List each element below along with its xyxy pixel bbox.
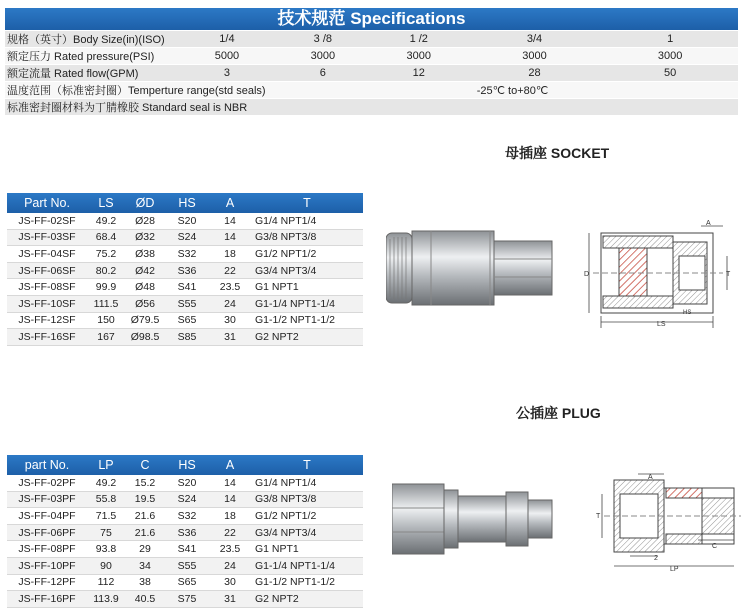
socket-table-cell: Ø28 [125,213,165,229]
socket-table [7,193,363,346]
socket-table-cell: 49.2 [87,213,125,229]
plug-table-cell: JS-FF-10PF [7,557,87,574]
spec-row-temperature [5,82,738,99]
socket-column-header: T [251,193,363,213]
plug-table-cell: S20 [165,475,209,491]
plug-table-row [7,591,363,608]
plug-column-header: T [251,455,363,475]
plug-table-cell: 21.6 [125,524,165,541]
socket-table-cell: JS-FF-02SF [7,213,87,229]
plug-table-row [7,475,363,491]
socket-table-cell: JS-FF-10SF [7,295,87,312]
plug-table-cell: 38 [125,574,165,591]
socket-table-cell: JS-FF-06SF [7,262,87,279]
plug-table-row [7,574,363,591]
plug-table-cell: 15.2 [125,475,165,491]
spec-value: 28 [467,65,603,82]
socket-table-cell: JS-FF-04SF [7,246,87,263]
plug-table-cell: S75 [165,591,209,608]
socket-table-cell: 111.5 [87,295,125,312]
plug-table-cell: S24 [165,491,209,508]
socket-table-cell: 30 [209,312,251,329]
socket-table-row [7,213,363,229]
spec-value: 6 [275,65,371,82]
socket-column-header: LS [87,193,125,213]
socket-drawing-hs: HS [683,310,692,316]
socket-title: 母插座 SOCKET [505,145,610,161]
socket-table-cell: 75.2 [87,246,125,263]
spec-value: 3 /8 [275,31,371,48]
plug-table-cell: 14 [209,475,251,491]
plug-table-cell: 55.8 [87,491,125,508]
plug-column-header: C [125,455,165,475]
socket-table-row [7,229,363,246]
socket-drawing-t: T [726,271,731,278]
plug-table-row [7,541,363,558]
plug-table-row [7,491,363,508]
plug-table-cell: S65 [165,574,209,591]
socket-table-cell: Ø48 [125,279,165,296]
plug-table-cell: 29 [125,541,165,558]
plug-table-cell: G1-1/2 NPT1-1/2 [251,574,363,591]
plug-drawing-c: C [712,543,718,550]
spec-value: 1 /2 [371,31,467,48]
plug-table-row [7,524,363,541]
spec-row [5,65,738,82]
spec-value: 1 [602,31,738,48]
socket-drawing [583,218,733,333]
temperature-value: -25℃ to+80℃ [467,82,738,99]
socket-table-cell: G1 NPT1 [251,279,363,296]
socket-table-cell: JS-FF-16SF [7,329,87,346]
socket-table-cell: Ø38 [125,246,165,263]
plug-table-cell: JS-FF-16PF [7,591,87,608]
socket-table-cell: S85 [165,329,209,346]
socket-table-cell: S41 [165,279,209,296]
plug-table-cell: 93.8 [87,541,125,558]
banner-title: 技术规范 Specifications [277,9,466,28]
plug-table-cell: 49.2 [87,475,125,491]
specifications-table [5,31,738,116]
plug-column-header: LP [87,455,125,475]
spec-value: 3000 [275,48,371,65]
spec-row [5,48,738,65]
socket-column-header: HS [165,193,209,213]
socket-table-cell: JS-FF-03SF [7,229,87,246]
plug-drawing [596,470,741,575]
plug-table-row [7,557,363,574]
spec-value: 50 [602,65,738,82]
plug-table-cell: JS-FF-06PF [7,524,87,541]
socket-column-header: ØD [125,193,165,213]
plug-table-cell: 34 [125,557,165,574]
spec-row [5,31,738,48]
specifications-banner [5,8,738,30]
plug-table-cell: 90 [87,557,125,574]
spec-value: 3000 [371,48,467,65]
socket-table-cell: S20 [165,213,209,229]
socket-table-cell: S24 [165,229,209,246]
socket-column-header: Part No. [7,193,87,213]
socket-table-cell: S32 [165,246,209,263]
socket-table-cell: G3/4 NPT3/4 [251,262,363,279]
socket-table-cell: S36 [165,262,209,279]
plug-table-cell: JS-FF-04PF [7,508,87,525]
spec-value: 3 [179,65,275,82]
plug-table-cell: 21.6 [125,508,165,525]
socket-table-cell: 23.5 [209,279,251,296]
socket-table-cell: Ø98.5 [125,329,165,346]
socket-table-row [7,279,363,296]
plug-table-cell: JS-FF-08PF [7,541,87,558]
plug-table-cell: 31 [209,591,251,608]
socket-table-row [7,295,363,312]
socket-table-cell: JS-FF-08SF [7,279,87,296]
plug-table-cell: 18 [209,508,251,525]
plug-table-cell: JS-FF-12PF [7,574,87,591]
socket-table-cell: 14 [209,213,251,229]
plug-table-cell: G1/2 NPT1/2 [251,508,363,525]
socket-table-cell: 68.4 [87,229,125,246]
socket-table-cell: 22 [209,262,251,279]
spec-label: 规格（英寸）Body Size(in)(ISO) [5,31,179,48]
plug-photo [392,478,554,560]
plug-table-cell: S41 [165,541,209,558]
spec-value: 3000 [467,48,603,65]
plug-table-cell: JS-FF-03PF [7,491,87,508]
plug-table-cell: 75 [87,524,125,541]
socket-table-cell: 99.9 [87,279,125,296]
socket-table-cell: G3/8 NPT3/8 [251,229,363,246]
plug-table-cell: 113.9 [87,591,125,608]
socket-table-cell: Ø42 [125,262,165,279]
socket-table-cell: JS-FF-12SF [7,312,87,329]
plug-table-cell: JS-FF-02PF [7,475,87,491]
spec-value: 3/4 [467,31,603,48]
plug-table-cell: S32 [165,508,209,525]
socket-table-cell: Ø56 [125,295,165,312]
socket-table-cell: G1/2 NPT1/2 [251,246,363,263]
socket-table-cell: 31 [209,329,251,346]
plug-table-cell: G2 NPT2 [251,591,363,608]
plug-table-cell: G3/4 NPT3/4 [251,524,363,541]
socket-table-cell: 14 [209,229,251,246]
socket-table-row [7,312,363,329]
plug-table-cell: 23.5 [209,541,251,558]
socket-column-header: A [209,193,251,213]
socket-table-row [7,246,363,263]
socket-drawing-ls: LS [657,321,666,328]
spec-value: 12 [371,65,467,82]
plug-title: 公插座 PLUG [516,405,601,421]
socket-table-cell: 150 [87,312,125,329]
plug-table [7,455,363,608]
plug-drawing-two: 2 [654,555,658,562]
plug-table-cell: 40.5 [125,591,165,608]
socket-table-cell: S65 [165,312,209,329]
plug-table-row [7,508,363,525]
plug-table-cell: S36 [165,524,209,541]
plug-table-cell: 14 [209,491,251,508]
socket-table-row [7,329,363,346]
plug-table-cell: 71.5 [87,508,125,525]
seal-note: 标准密封圈材料为丁腈橡胶 Standard seal is NBR [5,99,738,116]
socket-drawing-a: A [706,220,711,227]
socket-table-cell: G1-1/2 NPT1-1/2 [251,312,363,329]
plug-drawing-a: A [648,474,653,481]
plug-column-header: part No. [7,455,87,475]
spec-value: 1/4 [179,31,275,48]
socket-table-cell: 167 [87,329,125,346]
socket-table-cell: 18 [209,246,251,263]
plug-table-cell: 30 [209,574,251,591]
socket-table-cell: G2 NPT2 [251,329,363,346]
temperature-label: 温度范围（标准密封圈）Temperture range(std seals) [5,82,467,99]
socket-drawing-d: D [584,271,590,278]
plug-drawing-t: T [596,513,601,520]
plug-table-cell: 112 [87,574,125,591]
plug-table-cell: 19.5 [125,491,165,508]
socket-table-cell: S55 [165,295,209,312]
socket-table-cell: G1-1/4 NPT1-1/4 [251,295,363,312]
plug-table-cell: 22 [209,524,251,541]
socket-table-cell: 24 [209,295,251,312]
socket-table-cell: 80.2 [87,262,125,279]
plug-column-header: HS [165,455,209,475]
socket-table-cell: Ø79.5 [125,312,165,329]
spec-label: 额定流量 Rated flow(GPM) [5,65,179,82]
plug-drawing-lp: LP [670,566,679,573]
spec-value: 5000 [179,48,275,65]
spec-row-seal [5,99,738,116]
socket-table-cell: G1/4 NPT1/4 [251,213,363,229]
plug-table-cell: 24 [209,557,251,574]
plug-table-cell: G1-1/4 NPT1-1/4 [251,557,363,574]
plug-column-header: A [209,455,251,475]
socket-table-row [7,262,363,279]
socket-photo [386,225,564,309]
spec-value: 3000 [602,48,738,65]
socket-table-cell: Ø32 [125,229,165,246]
plug-table-cell: G1 NPT1 [251,541,363,558]
plug-table-cell: G3/8 NPT3/8 [251,491,363,508]
plug-table-cell: G1/4 NPT1/4 [251,475,363,491]
spec-label: 额定压力 Rated pressure(PSI) [5,48,179,65]
plug-table-cell: S55 [165,557,209,574]
